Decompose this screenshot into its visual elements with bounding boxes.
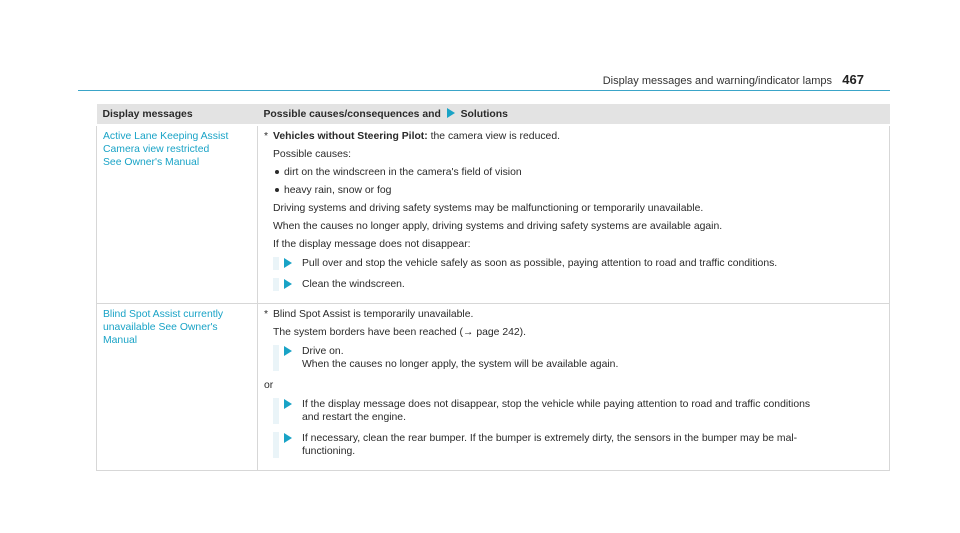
action-step: If the display message does not disappear, stop the vehicle while paying attention to road and traffic conditions and restart the engine. bbox=[273, 398, 883, 424]
running-header-title: Display messages and warning/indicator lamps bbox=[602, 75, 832, 87]
table-header-row bbox=[97, 104, 890, 125]
header-rule bbox=[78, 90, 890, 91]
action-step: If necessary, clean the rear bumper. If the bumper is extremely dirty, the sensors in the bumper may be mal- functioning. bbox=[273, 432, 883, 458]
action-step: Pull over and stop the vehicle safely as soon as possible, paying attention to road and traffic conditions. bbox=[273, 257, 883, 270]
col-header-causes: Possible causes/consequences and Solutions bbox=[258, 104, 890, 125]
col-header-messages: Display messages bbox=[97, 104, 258, 125]
action-arrow-icon bbox=[284, 258, 292, 268]
table-row bbox=[97, 304, 890, 471]
message-cell: Active Lane Keeping Assist Camera view restricted See Owner's Manual bbox=[97, 125, 258, 304]
list-item: heavy rain, snow or fog bbox=[264, 184, 883, 197]
causes-cell: * Vehicles without Steering Pilot: the camera view is reduced. Possible causes: dirt on the windscreen in the camera's field of vision heavy rain, snow or fog Driving systems and driving safety systems may be malfunctioning or temporarily unavailable. When the causes no longer apply, driving systems and driving safety systems are available again. If the display message does not disappear: Pull over and stop the vehicle safely as soon as possible, paying attention to road and traffic conditions. Clean the windscreen. bbox=[258, 125, 890, 304]
cross-reference-arrow-icon: → bbox=[463, 327, 474, 338]
action-arrow-icon bbox=[284, 346, 292, 356]
solution-arrow-icon bbox=[447, 108, 455, 118]
list-item: dirt on the windscreen in the camera's field of vision bbox=[264, 166, 883, 179]
table-row bbox=[97, 125, 890, 304]
page-reference-link[interactable]: page 242 bbox=[476, 327, 520, 338]
page-number: 467 bbox=[842, 72, 864, 87]
bullet-icon bbox=[275, 188, 279, 192]
causes-cell: * Blind Spot Assist is temporarily unavailable. The system borders have been reached (→ page 242). Drive on. When the causes no longer apply, the system will be available again. or If the display message does not disappear, stop the vehicle while paying attention to road and traffic conditions and restart the engine. If necessary, clean the rear bumper. If the bumper is extremely dirty, the sensors in the bumper may be mal- functioning. bbox=[258, 304, 890, 471]
message-cell: Blind Spot Assist currently unavailable See Owner's Manual bbox=[97, 304, 258, 471]
action-arrow-icon bbox=[284, 399, 292, 409]
bullet-icon bbox=[275, 170, 279, 174]
action-arrow-icon bbox=[284, 433, 292, 443]
action-arrow-icon bbox=[284, 279, 292, 289]
action-step: Clean the windscreen. bbox=[273, 278, 883, 291]
display-messages-table bbox=[96, 104, 890, 471]
action-step: Drive on. When the causes no longer apply, the system will be available again. bbox=[273, 345, 883, 371]
